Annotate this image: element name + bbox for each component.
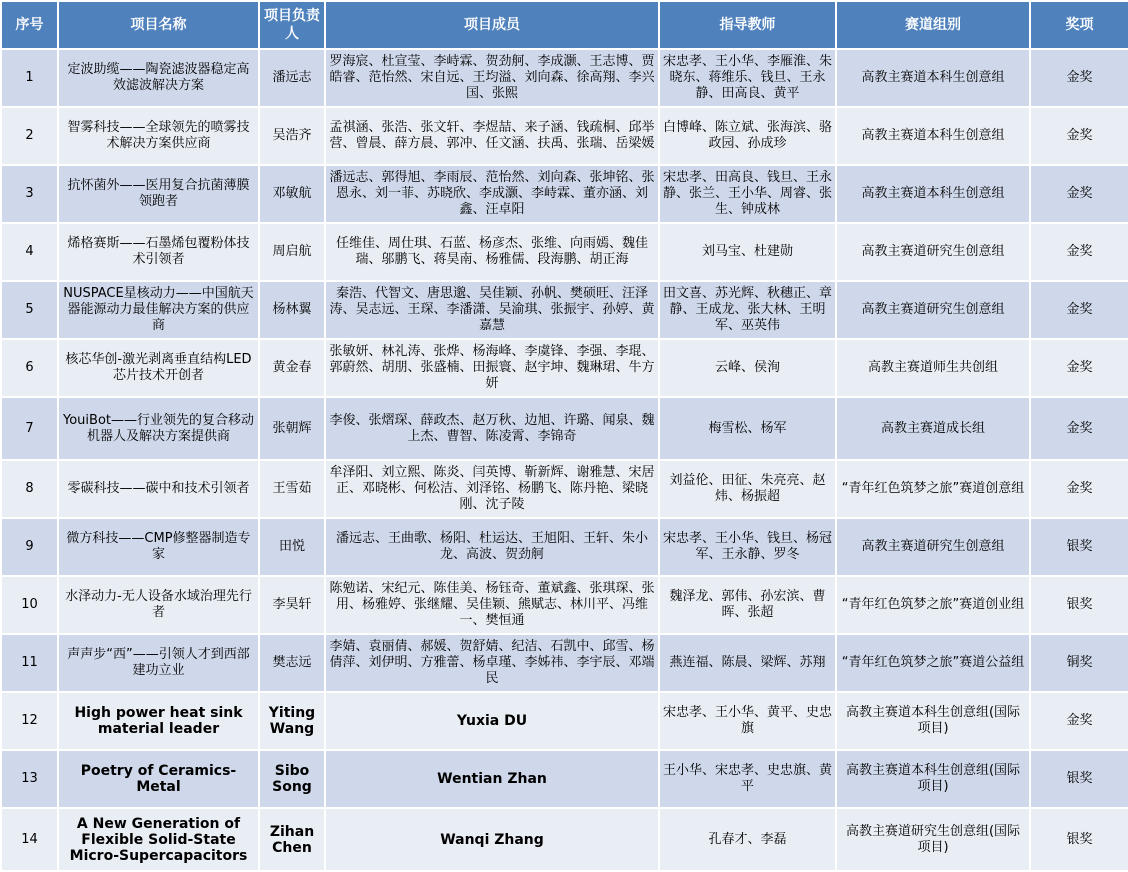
cell-leader: Zihan Chen — [259, 808, 325, 871]
header-leader: 项目负责人 — [259, 1, 325, 49]
cell-teachers: 燕连福、陈晨、梁辉、苏翔 — [659, 634, 836, 692]
cell-members: 潘远志、郭得旭、李雨辰、范怡然、刘向森、张坤铭、张恩永、刘一菲、苏晓欣、李成灏、李峙霖、董亦涵、刘鑫、汪卓阳 — [325, 165, 659, 223]
cell-leader: 邓敏航 — [259, 165, 325, 223]
cell-project-name: 核芯华创-激光剥离垂直结构LED芯片技术开创者 — [58, 339, 259, 397]
cell-project-name: 微方科技——CMP修整器制造专家 — [58, 518, 259, 576]
cell-project-name: 定波助缆——陶瓷滤波器稳定高效滤波解决方案 — [58, 49, 259, 107]
cell-track: 高教主赛道本科生创意组(国际项目) — [836, 692, 1030, 750]
cell-teachers: 王小华、宋忠孝、史忠旗、黄平 — [659, 750, 836, 808]
cell-track: 高教主赛道本科生创意组 — [836, 165, 1030, 223]
cell-members: 孟祺涵、张浩、张文轩、李煜喆、来子涵、钱疏桐、邱举营、曾晨、薛方晨、郭冲、任文涵、扶禹、张瑞、岳梁媛 — [325, 107, 659, 165]
cell-track: 高教主赛道研究生创意组 — [836, 223, 1030, 281]
cell-no: 10 — [1, 576, 58, 634]
cell-leader: 李昊轩 — [259, 576, 325, 634]
header-project-name: 项目名称 — [58, 1, 259, 49]
cell-leader: Sibo Song — [259, 750, 325, 808]
cell-no: 3 — [1, 165, 58, 223]
cell-leader: 王雪茹 — [259, 460, 325, 518]
cell-project-name: 智雾科技——全球领先的喷雾技术解决方案供应商 — [58, 107, 259, 165]
cell-leader: 杨林翼 — [259, 281, 325, 339]
cell-teachers: 白博峰、陈立斌、张海滨、骆政园、孙成珍 — [659, 107, 836, 165]
cell-award: 金奖 — [1030, 223, 1128, 281]
cell-award: 铜奖 — [1030, 634, 1128, 692]
cell-leader: 张朝辉 — [259, 397, 325, 460]
cell-award: 金奖 — [1030, 281, 1128, 339]
cell-track: 高教主赛道成长组 — [836, 397, 1030, 460]
cell-teachers: 宋忠孝、王小华、钱旦、杨冠军、王永静、罗冬 — [659, 518, 836, 576]
cell-track: “青年红色筑梦之旅”赛道创业组 — [836, 576, 1030, 634]
table-row — [1, 165, 1128, 223]
table-row — [1, 750, 1128, 808]
table-row — [1, 339, 1128, 397]
cell-project-name: 声声步“西”——引领人才到西部建功立业 — [58, 634, 259, 692]
cell-project-name: NUSPACE星核动力——中国航天器能源动力最佳解决方案的供应商 — [58, 281, 259, 339]
header-track: 赛道组别 — [836, 1, 1030, 49]
cell-track: 高教主赛道师生共创组 — [836, 339, 1030, 397]
cell-award: 金奖 — [1030, 107, 1128, 165]
cell-leader: 周启航 — [259, 223, 325, 281]
cell-track: 高教主赛道本科生创意组 — [836, 107, 1030, 165]
cell-no: 8 — [1, 460, 58, 518]
cell-teachers: 魏泽龙、郭伟、孙宏滨、曹晖、张超 — [659, 576, 836, 634]
cell-members: Yuxia DU — [325, 692, 659, 750]
cell-members: 陈勉诺、宋纪元、陈佳美、杨钰奇、董斌鑫、张琪琛、张用、杨雅婷、张继耀、吴佳颖、熊赋志、林川平、冯维一、樊恒通 — [325, 576, 659, 634]
cell-teachers: 梅雪松、杨军 — [659, 397, 836, 460]
cell-project-name: A New Generation of Flexible Solid-State Micro-Supercapacitors — [58, 808, 259, 871]
cell-leader: 吴浩齐 — [259, 107, 325, 165]
cell-members: 李俊、张熠琛、薛政杰、赵万秋、边旭、许璐、闻泉、魏上杰、曹智、陈凌霄、李锦奇 — [325, 397, 659, 460]
cell-leader: 潘远志 — [259, 49, 325, 107]
cell-project-name: 烯格赛斯——石墨烯包覆粉体技术引领者 — [58, 223, 259, 281]
cell-no: 4 — [1, 223, 58, 281]
cell-no: 14 — [1, 808, 58, 871]
table-row — [1, 692, 1128, 750]
cell-teachers: 刘马宝、杜建勋 — [659, 223, 836, 281]
table-row — [1, 223, 1128, 281]
cell-no: 12 — [1, 692, 58, 750]
cell-project-name: 零碳科技——碳中和技术引领者 — [58, 460, 259, 518]
cell-no: 5 — [1, 281, 58, 339]
table-row — [1, 49, 1128, 107]
table-row — [1, 107, 1128, 165]
cell-award: 金奖 — [1030, 692, 1128, 750]
cell-track: 高教主赛道研究生创意组(国际项目) — [836, 808, 1030, 871]
table-row — [1, 808, 1128, 871]
cell-award: 银奖 — [1030, 518, 1128, 576]
cell-members: 牟泽阳、刘立熙、陈炎、闫英博、靳新辉、谢雅慧、宋居正、邓晓彬、何松洁、刘泽铭、杨鹏飞、陈丹艳、梁晓刚、沈子陵 — [325, 460, 659, 518]
cell-members: 李婧、袁丽倩、郝媛、贺舒婧、纪洁、石凯中、邱雪、杨倩萍、刘伊明、方雅蕾、杨卓瑾、李姊祎、李宇辰、邓端民 — [325, 634, 659, 692]
cell-award: 银奖 — [1030, 750, 1128, 808]
cell-teachers: 宋忠孝、王小华、黄平、史忠旗 — [659, 692, 836, 750]
table-row — [1, 460, 1128, 518]
cell-award: 金奖 — [1030, 339, 1128, 397]
cell-track: 高教主赛道研究生创意组 — [836, 281, 1030, 339]
cell-members: 任维佳、周仕琪、石蓝、杨彦杰、张维、向雨嫣、魏佳瑞、邬鹏飞、蒋昊南、杨雅儒、段海鹏、胡正海 — [325, 223, 659, 281]
cell-teachers: 云峰、侯洵 — [659, 339, 836, 397]
cell-project-name: 水泽动力-无人设备水域治理先行者 — [58, 576, 259, 634]
cell-track: 高教主赛道本科生创意组 — [836, 49, 1030, 107]
header-teachers: 指导教师 — [659, 1, 836, 49]
cell-award: 银奖 — [1030, 576, 1128, 634]
cell-track: 高教主赛道本科生创意组(国际项目) — [836, 750, 1030, 808]
cell-no: 11 — [1, 634, 58, 692]
cell-project-name: High power heat sink material leader — [58, 692, 259, 750]
cell-members: Wentian Zhan — [325, 750, 659, 808]
cell-members: 潘远志、王曲歌、杨阳、杜运达、王旭阳、王轩、朱小龙、高波、贺劲舸 — [325, 518, 659, 576]
cell-teachers: 宋忠孝、田高良、钱旦、王永静、张兰、王小华、周睿、张生、钟成林 — [659, 165, 836, 223]
cell-members: Wanqi Zhang — [325, 808, 659, 871]
cell-no: 2 — [1, 107, 58, 165]
header-no: 序号 — [1, 1, 58, 49]
cell-award: 金奖 — [1030, 49, 1128, 107]
header-award: 奖项 — [1030, 1, 1128, 49]
cell-members: 张敏妍、林礼涛、张烨、杨海峰、李虞锋、李强、李琨、郭蔚然、胡朋、张盛楠、田振寰、赵宇坤、魏琳珺、牛方妍 — [325, 339, 659, 397]
cell-no: 1 — [1, 49, 58, 107]
cell-teachers: 孔春才、李磊 — [659, 808, 836, 871]
cell-leader: 田悦 — [259, 518, 325, 576]
cell-track: “青年红色筑梦之旅”赛道创意组 — [836, 460, 1030, 518]
cell-award: 金奖 — [1030, 397, 1128, 460]
cell-project-name: 抗怀菌外——医用复合抗菌薄膜领跑者 — [58, 165, 259, 223]
cell-project-name: Poetry of Ceramics-Metal — [58, 750, 259, 808]
cell-no: 7 — [1, 397, 58, 460]
cell-teachers: 宋忠孝、王小华、李雁淮、朱晓东、蒋维乐、钱旦、王永静、田高良、黄平 — [659, 49, 836, 107]
cell-award: 金奖 — [1030, 460, 1128, 518]
cell-track: “青年红色筑梦之旅”赛道公益组 — [836, 634, 1030, 692]
cell-award: 银奖 — [1030, 808, 1128, 871]
table-row — [1, 576, 1128, 634]
table-row — [1, 634, 1128, 692]
cell-leader: 黄金春 — [259, 339, 325, 397]
cell-teachers: 田文喜、苏光辉、秋穗正、章静、王成龙、张大林、王明军、巫英伟 — [659, 281, 836, 339]
table-row — [1, 518, 1128, 576]
cell-members: 秦浩、代智文、唐思邈、吴佳颖、孙帆、樊硕旺、汪泽涛、吴志远、王琛、李潘潇、吴渝琪、张振宇、孙婷、黄嘉慧 — [325, 281, 659, 339]
cell-no: 13 — [1, 750, 58, 808]
table-row — [1, 281, 1128, 339]
cell-leader: Yiting Wang — [259, 692, 325, 750]
cell-award: 金奖 — [1030, 165, 1128, 223]
header-row — [1, 1, 1128, 49]
table-row — [1, 397, 1128, 460]
cell-track: 高教主赛道研究生创意组 — [836, 518, 1030, 576]
header-members: 项目成员 — [325, 1, 659, 49]
cell-no: 9 — [1, 518, 58, 576]
cell-teachers: 刘益伦、田征、朱亮亮、赵炜、杨振超 — [659, 460, 836, 518]
cell-no: 6 — [1, 339, 58, 397]
cell-project-name: YouiBot——行业领先的复合移动机器人及解决方案提供商 — [58, 397, 259, 460]
cell-leader: 樊志远 — [259, 634, 325, 692]
cell-members: 罗海宸、杜宣莹、李峙霖、贺劲舸、李成灏、王志博、贾皓睿、范怡然、宋自远、王均溢、刘向森、徐高翔、李兴国、张熙 — [325, 49, 659, 107]
